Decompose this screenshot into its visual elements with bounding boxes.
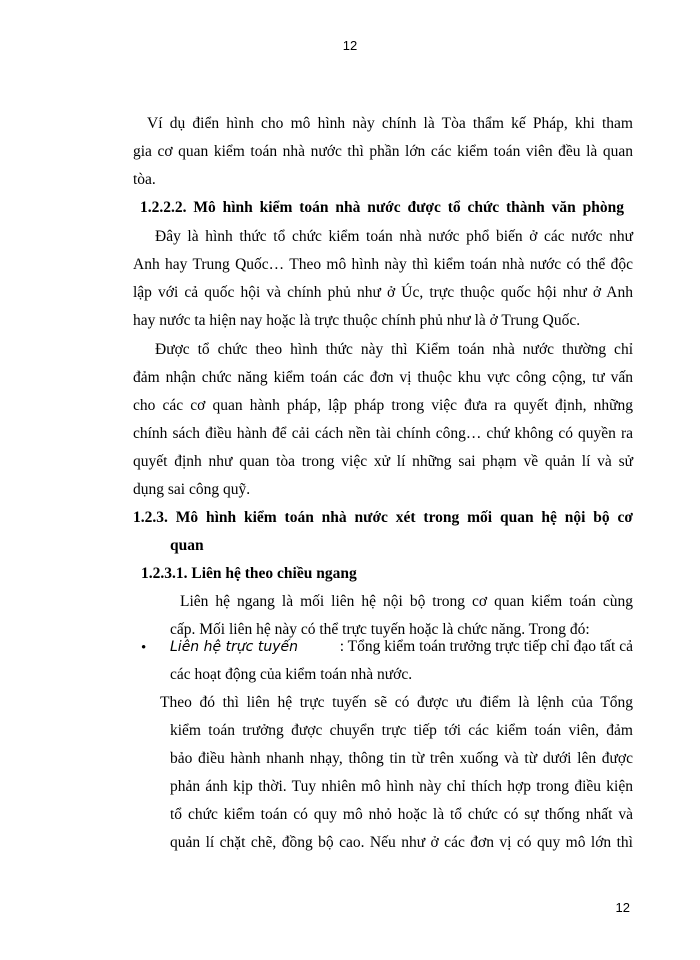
bullet-text: : Tổng kiểm toán trưởng trực tiếp chỉ đạo tất cả xyxy=(339,638,633,655)
paragraph-line: tòa. xyxy=(133,171,156,188)
paragraph-line: quyết định như quan tòa trong việc xử lí những sai phạm về quản lí và sử xyxy=(133,453,633,470)
page-number-top: 12 xyxy=(342,38,358,53)
paragraph-line: Đây là hình thức tổ chức kiểm toán nhà nước phổ biến ở các nước như xyxy=(155,228,633,245)
section-heading-1-2-3: 1.2.3. Mô hình kiểm toán nhà nước xét trong mối quan hệ nội bộ cơ xyxy=(133,509,633,526)
paragraph-line: kiểm toán trưởng được chuyển trực tiếp tới các kiểm toán viên, đảm xyxy=(170,722,633,739)
bullet-icon: • xyxy=(141,640,147,656)
paragraph-line: Liên hệ ngang là mối liên hệ nội bộ trong cơ quan kiểm toán cùng xyxy=(180,593,633,610)
bullet-item-line xyxy=(170,637,633,657)
paragraph-line: cho các cơ quan hành pháp, lập pháp trong việc đưa ra quyết định, những xyxy=(133,397,633,414)
paragraph-line: đảm nhận chức năng kiểm toán các đơn vị thuộc khu vực công cộng, tư vấn xyxy=(133,369,633,386)
paragraph-line: cấp. Mối liên hệ này có thể trực tuyến hoặc là chức năng. Trong đó: xyxy=(170,621,590,638)
section-heading-1-2-3-1: 1.2.3.1. Liên hệ theo chiều ngang xyxy=(141,565,357,582)
paragraph-line: hay nước ta hiện nay hoặc là trực thuộc chính phủ như là ở Trung Quốc. xyxy=(133,312,581,329)
paragraph-line: quản lí chặt chẽ, đồng bộ cao. Nếu như ở các đơn vị có quy mô lớn thì xyxy=(170,834,633,851)
paragraph-line: gia cơ quan kiểm toán nhà nước thì phần lớn các kiểm toán viên đều là quan xyxy=(133,143,633,160)
page-number-bottom: 12 xyxy=(615,900,630,915)
paragraph-line: Được tổ chức theo hình thức này thì Kiểm toán nhà nước thường chỉ xyxy=(155,341,633,358)
paragraph-line: phản ánh kịp thời. Tuy nhiên mô hình này chỉ thích hợp trong điều kiện xyxy=(170,778,633,795)
section-heading-1-2-2-2: 1.2.2.2. Mô hình kiểm toán nhà nước được tổ chức thành văn phòng xyxy=(140,199,624,216)
paragraph-line: Theo đó thì liên hệ trực tuyến sẽ có được ưu điểm là lệnh của Tổng xyxy=(160,694,633,711)
bullet-term: Liên hệ trực tuyến xyxy=(170,639,298,655)
paragraph-line: bảo điều hành nhanh nhạy, thông tin từ trên xuống và từ dưới lên được xyxy=(170,750,633,767)
paragraph-line: tổ chức kiểm toán có quy mô nhỏ hoặc là tổ chức có sự thống nhất và xyxy=(170,806,633,823)
paragraph-line: Ví dụ điển hình cho mô hình này chính là Tòa thẩm kế Pháp, khi tham xyxy=(147,115,633,132)
paragraph-line: chính sách điều hành để cải cách nền tài chính công… chứ không có quyền ra xyxy=(133,425,633,442)
paragraph-line: lập với cả quốc hội và chính phủ như ở Úc, trực thuộc quốc hội như ở Anh xyxy=(133,284,633,301)
paragraph-line: dụng sai công quỹ. xyxy=(133,481,251,498)
section-heading-1-2-3-cont: quan xyxy=(170,537,204,554)
paragraph-line: Anh hay Trung Quốc… Theo mô hình này thì kiểm toán nhà nước có thể độc xyxy=(133,256,633,273)
bullet-item-line: các hoạt động của kiểm toán nhà nước. xyxy=(170,666,413,683)
